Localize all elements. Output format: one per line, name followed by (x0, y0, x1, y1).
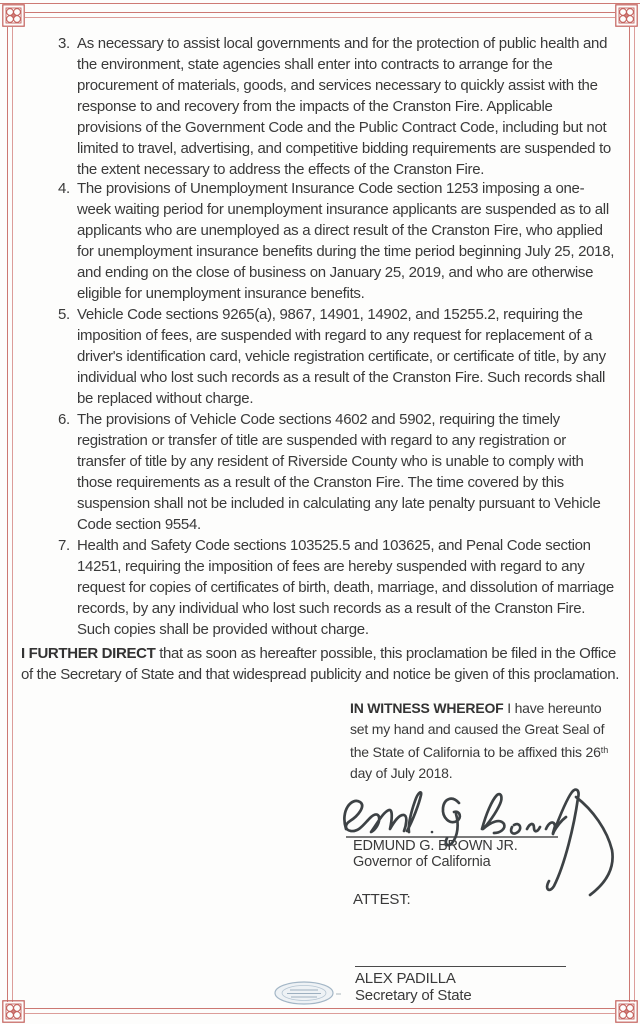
paragraph-number: 4. (58, 180, 70, 197)
paragraph-text: As necessary to assist local governments and for the protection of public health and the environment, state agencies shall enter into contracts to arrange for the procurement of materials, goods, and services necessary to quickly assist with the response to and recovery from the impacts of the Cranston Fire. Applicable provisions of the Government Code and the Public Contract Code, including but not limited to travel, advertising, and competitive bidding requirements are suspended to the extent necessary to address the effects of the Cranston Fire. (77, 35, 611, 178)
secretary-name: ALEX PADILLA (355, 970, 456, 987)
witness-text-end: day of July 2018. (350, 765, 453, 781)
witness-text: I have hereunto set my hand and caused the Great Seal of the State of California to be affixed this 26 (350, 700, 605, 760)
corner-knot-ornament-icon (2, 1000, 25, 1023)
further-direct-text: that as soon as hereafter possible, this proclamation be filed in the Office of the Secretary of State and that widespread publicity and notice be given of this proclamation. (21, 645, 620, 683)
numbered-paragraph-6 (58, 409, 618, 535)
paragraph-text: Vehicle Code sections 9265(a), 9867, 14901, 14902, and 15255.2, requiring the imposition of fees, are suspended with regard to any request for replacement of a driver's identification card, vehicle registration certificate, or certificate of title, by any individual who lost such records as a result of the Cranston Fire. Such records shall be replaced without charge. (77, 306, 606, 407)
paragraph-number: 5. (58, 306, 70, 323)
paragraph-number: 3. (58, 35, 70, 52)
attest-label: ATTEST: (353, 891, 411, 908)
page-border-right (629, 27, 635, 1002)
governor-name: EDMUND G. BROWN JR. (353, 838, 518, 854)
corner-knot-ornament-icon (615, 4, 638, 27)
numbered-paragraph-7 (58, 535, 618, 640)
page-border-bottom (25, 1008, 615, 1014)
witness-lead: IN WITNESS WHEREOF (350, 700, 504, 716)
witness-superscript: th (600, 745, 609, 755)
governor-title: Governor of California (353, 854, 491, 870)
page-border-left (7, 27, 13, 1002)
corner-knot-ornament-icon (615, 1000, 638, 1023)
paragraph-text: The provisions of Unemployment Insurance Code section 1253 imposing a one-week waiting period for unemployment insurance applicants are suspended as to all applicants who are unemployed as a direct result of the Cranston Fire, who applied for unemployment insurance benefits during the time period beginning July 25, 2018, and ending on the close of business on January 25, 2019, and who are otherwise eligible for unemployment insurance benefits. (77, 180, 615, 302)
numbered-paragraph-5 (58, 304, 618, 409)
numbered-paragraph-4 (58, 178, 618, 304)
numbered-paragraph-3 (58, 33, 618, 180)
secretary-signature-line (355, 966, 566, 967)
further-direct-lead: I FURTHER DIRECT (21, 645, 156, 662)
paragraph-number: 6. (58, 411, 70, 428)
further-direct-paragraph (21, 643, 621, 685)
paragraph-text: Health and Safety Code sections 103525.5 and 103625, and Penal Code section 14251, requiring the imposition of fees are hereby suspended with regard to any request for copies of certificates of birth, death, marriage, and dissolution of marriage records, by any individual who lost such records as a result of the Cranston Fire. Such copies shall be provided without charge. (77, 537, 614, 638)
governor-signature-block (353, 838, 613, 870)
secretary-signature-block (355, 970, 595, 1004)
embossed-seal-icon (275, 982, 341, 1004)
corner-knot-ornament-icon (2, 4, 25, 27)
paragraph-number: 7. (58, 537, 70, 554)
page-border-top (25, 12, 615, 18)
witness-paragraph (350, 698, 622, 784)
page-border-top-outer-line (0, 3, 640, 4)
paragraph-text: The provisions of Vehicle Code sections 4602 and 5902, requiring the timely registration or transfer of title are suspended with regard to any registration or transfer of title by any resident of Riverside County who is unable to comply with those requirements as a result of the Cranston Fire. The time covered by this suspension shall not be included in calculating any late penalty pursuant to Vehicle Code section 9554. (77, 411, 601, 533)
secretary-title: Secretary of State (355, 987, 472, 1004)
